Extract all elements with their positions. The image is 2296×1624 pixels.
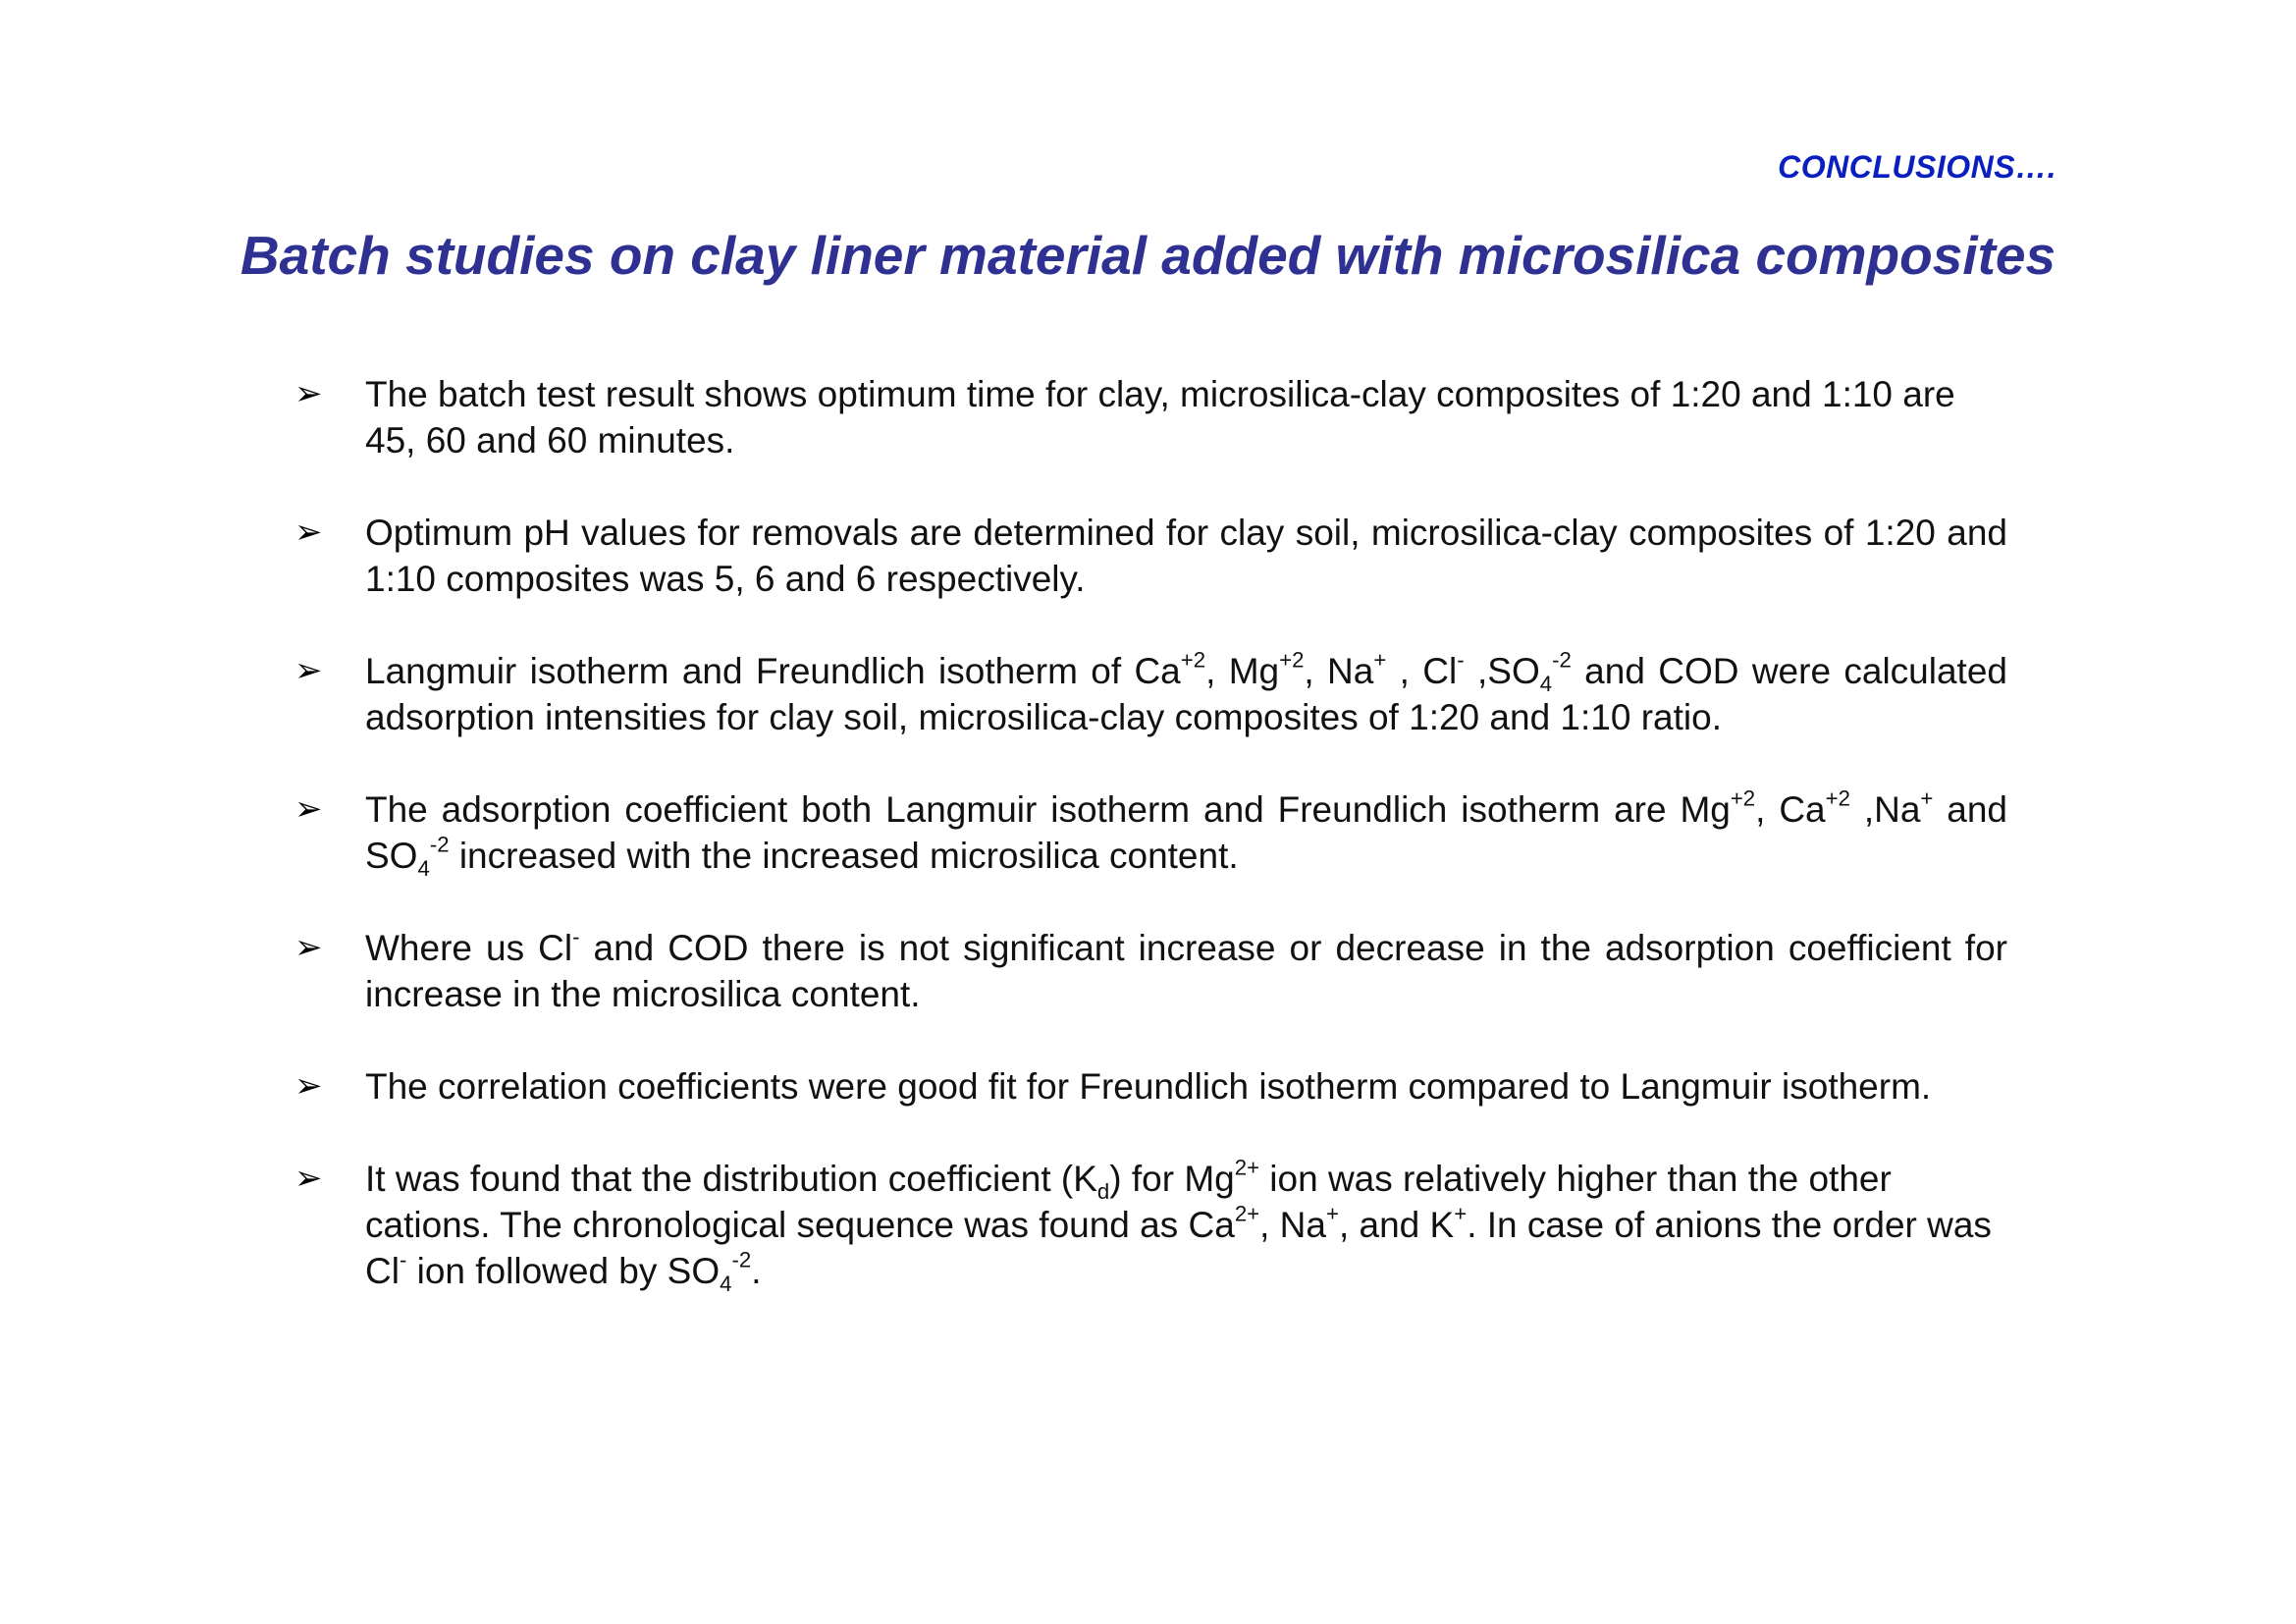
bullet-text: Optimum pH values for removals are determined for clay soil, microsilica-clay composites of 1:20 and 1:10 composites was 5, 6 and 6 respectively. [365,513,2007,599]
list-item [294,1156,2007,1294]
bullet-text: The adsorption coefficient both Langmuir isotherm and Freundlich isotherm are $Mg^{+2}$, $Ca^{+2}$ ,Na+ and $SO_4^{-2}$ increased with the increased microsilica content. [365,785,2008,881]
list-item [294,371,2007,463]
page-title: Batch studies on clay liner material added with microsilica composites [240,225,2056,286]
arrowhead-bullet-icon: ➢ [294,652,323,689]
arrowhead-bullet-icon: ➢ [294,790,323,828]
list-item [294,648,2007,740]
bullet-text: It was found that the distribution coefficient $(K_d)$ for $Mg^{2+}$ ion was relatively higher than the other cations. The chronological sequence was found as $Ca^{2+}$, Na+, and K+. In case of anions the order was Cl- ion followed by $SO_4^{-2}$. [365,1155,1992,1296]
list-item [294,925,2007,1017]
arrowhead-bullet-icon: ➢ [294,375,323,412]
bullet-text: Langmuir isotherm and Freundlich isotherm of $Ca^{+2}$, $Mg^{+2}$, Na+ , Cl- $,SO_4^{-2}$ and COD were calculated adsorption intensities for clay soil, microsilica-clay composites of 1:20 and 1:10 ratio. [365,647,2007,737]
conclusions-list [294,371,2007,1340]
list-item [294,786,2007,879]
arrowhead-bullet-icon: ➢ [294,1067,323,1105]
section-label: CONCLUSIONS…. [1778,149,2056,185]
list-item [294,1063,2007,1110]
bullet-text: The batch test result shows optimum time for clay, microsilica-clay composites of 1:20 and 1:10 are 45, 60 and 60 minutes. [365,374,1955,460]
arrowhead-bullet-icon: ➢ [294,1160,323,1197]
bullet-text: Where us Cl- and COD there is not significant increase or decrease in the adsorption coefficient for increase in the microsilica content. [365,924,2007,1014]
arrowhead-bullet-icon: ➢ [294,929,323,966]
bullet-text: The correlation coefficients were good fit for Freundlich isotherm compared to Langmuir isotherm. [365,1066,1932,1107]
arrowhead-bullet-icon: ➢ [294,514,323,551]
list-item [294,510,2007,602]
